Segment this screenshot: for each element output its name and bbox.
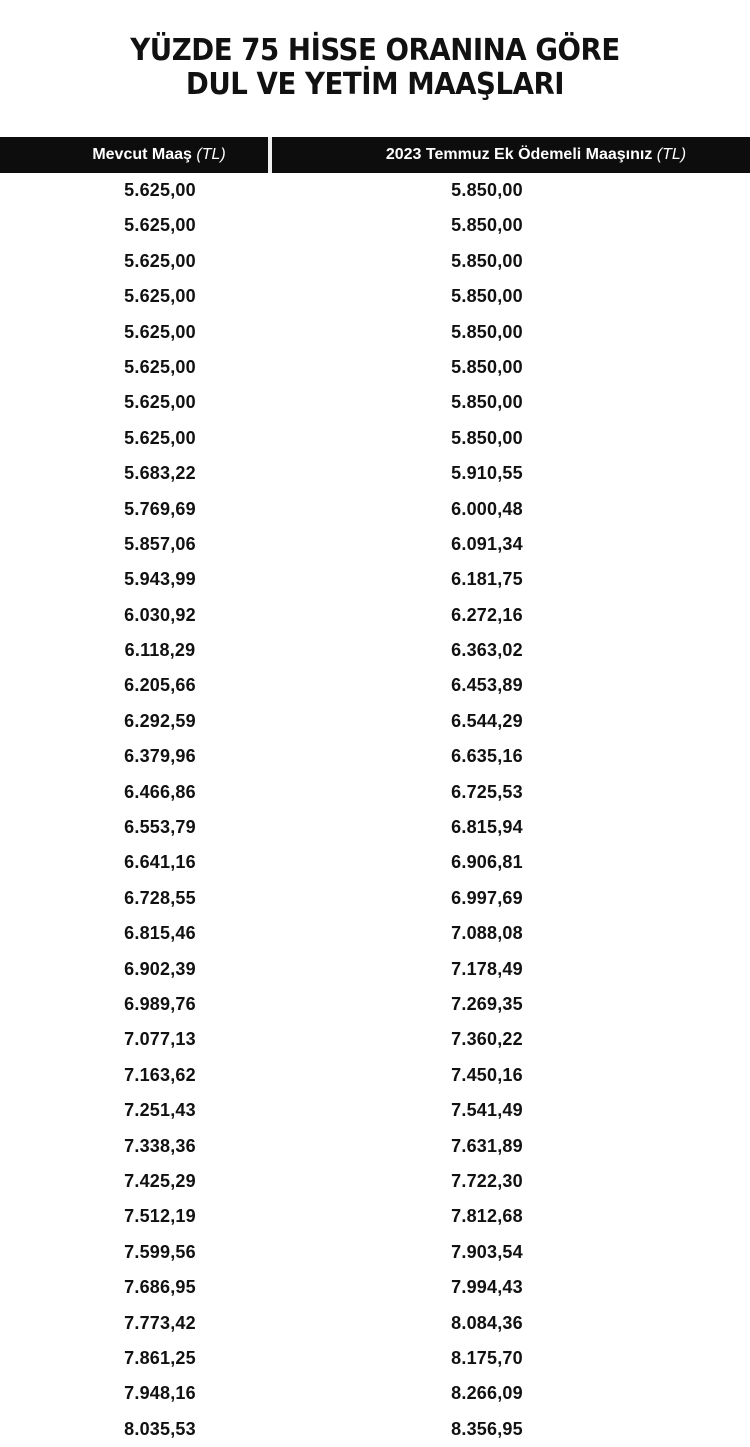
table-row — [0, 421, 750, 456]
current-salary-cell: 7.773,42 — [124, 1312, 196, 1333]
current-salary-cell: 7.338,36 — [124, 1135, 196, 1156]
table-row — [0, 739, 750, 774]
current-salary-cell: 7.425,29 — [124, 1170, 196, 1191]
current-salary-cell: 6.815,46 — [124, 923, 196, 944]
table-row — [0, 173, 750, 208]
new-salary-cell: 8.356,95 — [451, 1418, 523, 1439]
current-salary-cell: 7.077,13 — [124, 1029, 196, 1050]
table-row — [0, 1058, 750, 1093]
new-salary-cell: 5.850,00 — [451, 321, 523, 342]
current-salary-cell: 5.625,00 — [124, 427, 196, 448]
table-row — [0, 208, 750, 243]
table-row — [0, 598, 750, 633]
new-salary-cell: 7.360,22 — [451, 1029, 523, 1050]
header-current-salary-label: Mevcut Maaş — [92, 146, 192, 163]
table-row — [0, 1022, 750, 1057]
new-salary-cell: 6.725,53 — [451, 781, 523, 802]
new-salary-cell: 7.450,16 — [451, 1064, 523, 1085]
table-row — [0, 1199, 750, 1234]
new-salary-cell: 6.091,34 — [451, 533, 523, 554]
current-salary-cell: 8.035,53 — [124, 1418, 196, 1439]
current-salary-cell: 5.625,00 — [124, 180, 196, 200]
header-new-salary — [322, 137, 750, 173]
new-salary-cell: 5.850,00 — [451, 392, 523, 413]
table-row — [0, 881, 750, 916]
new-salary-cell: 6.906,81 — [451, 852, 523, 873]
new-salary-cell: 6.181,75 — [451, 569, 523, 590]
new-salary-cell: 8.266,09 — [451, 1383, 523, 1404]
current-salary-cell: 6.205,66 — [124, 675, 196, 696]
table-row — [0, 492, 750, 527]
current-salary-cell: 6.030,92 — [124, 604, 196, 625]
table-row — [0, 987, 750, 1022]
table-row — [0, 1306, 750, 1341]
new-salary-cell: 6.000,48 — [451, 498, 523, 519]
table-row — [0, 1093, 750, 1128]
new-salary-cell: 8.175,70 — [451, 1347, 523, 1368]
table-row — [0, 1270, 750, 1305]
new-salary-cell: 5.850,00 — [451, 180, 523, 200]
table-row — [0, 668, 750, 703]
current-salary-cell: 5.683,22 — [124, 463, 196, 484]
current-salary-cell: 5.857,06 — [124, 533, 196, 554]
current-salary-cell: 5.625,00 — [124, 215, 196, 236]
current-salary-cell: 5.625,00 — [124, 250, 196, 271]
current-salary-cell: 7.861,25 — [124, 1347, 196, 1368]
current-salary-cell: 6.118,29 — [124, 640, 196, 661]
current-salary-cell: 7.686,95 — [124, 1277, 196, 1298]
new-salary-cell: 7.178,49 — [451, 958, 523, 979]
new-salary-cell: 5.910,55 — [451, 463, 523, 484]
header-new-salary-label: 2023 Temmuz Ek Ödemeli Maaşınız — [385, 146, 653, 163]
current-salary-cell: 7.251,43 — [124, 1100, 196, 1121]
header-current-salary-unit: (TL) — [196, 146, 226, 163]
table-row — [0, 1235, 750, 1270]
new-salary-cell: 5.850,00 — [451, 427, 523, 448]
current-salary-cell: 7.512,19 — [124, 1206, 196, 1227]
current-salary-cell: 5.625,00 — [124, 321, 196, 342]
table-row — [0, 1164, 750, 1199]
table-row — [0, 916, 750, 951]
current-salary-cell: 6.379,96 — [124, 746, 196, 767]
title-line-2: DUL VE YETİM MAAŞLARI — [185, 67, 565, 102]
current-salary-cell: 7.599,56 — [124, 1241, 196, 1262]
table-row — [0, 527, 750, 562]
new-salary-cell: 7.541,49 — [451, 1100, 523, 1121]
page-title — [30, 34, 720, 102]
new-salary-cell: 7.722,30 — [451, 1170, 523, 1191]
table-row — [0, 279, 750, 314]
current-salary-cell: 7.948,16 — [124, 1383, 196, 1404]
new-salary-cell: 7.088,08 — [451, 923, 523, 944]
table-row — [0, 385, 750, 420]
current-salary-cell: 5.625,00 — [124, 356, 196, 377]
new-salary-cell: 6.272,16 — [451, 604, 523, 625]
new-salary-cell: 5.850,00 — [451, 215, 523, 236]
current-salary-cell: 6.728,55 — [124, 887, 196, 908]
header-new-salary-unit: (TL) — [656, 146, 687, 163]
header-divider — [268, 137, 272, 173]
table-row — [0, 775, 750, 810]
title-line-1: YÜZDE 75 HİSSE ORANINA GÖRE — [130, 33, 620, 68]
table-row — [0, 315, 750, 350]
table-row — [0, 704, 750, 739]
new-salary-cell: 7.812,68 — [451, 1206, 523, 1227]
new-salary-cell: 6.635,16 — [451, 746, 523, 767]
new-salary-cell: 7.631,89 — [451, 1135, 523, 1156]
current-salary-cell: 7.163,62 — [124, 1064, 196, 1085]
table-row — [0, 845, 750, 880]
table-row — [0, 1129, 750, 1164]
current-salary-cell: 6.641,16 — [124, 852, 196, 873]
table-row — [0, 633, 750, 668]
current-salary-cell: 5.625,00 — [124, 286, 196, 307]
table-row — [0, 1341, 750, 1376]
table-row — [0, 1412, 750, 1447]
current-salary-cell: 6.466,86 — [124, 781, 196, 802]
new-salary-cell: 5.850,00 — [451, 250, 523, 271]
current-salary-cell: 5.943,99 — [124, 569, 196, 590]
new-salary-cell: 7.903,54 — [451, 1241, 523, 1262]
new-salary-cell: 6.997,69 — [451, 887, 523, 908]
table-row — [0, 456, 750, 491]
new-salary-cell: 8.084,36 — [451, 1312, 523, 1333]
current-salary-cell: 5.769,69 — [124, 498, 196, 519]
new-salary-cell: 6.544,29 — [451, 710, 523, 731]
table-header — [0, 137, 750, 173]
table-row — [0, 244, 750, 279]
current-salary-cell: 5.625,00 — [124, 392, 196, 413]
new-salary-cell: 5.850,00 — [451, 286, 523, 307]
table-row — [0, 810, 750, 845]
new-salary-cell: 7.269,35 — [451, 993, 523, 1014]
table-row — [0, 952, 750, 987]
new-salary-cell: 6.815,94 — [451, 817, 523, 838]
current-salary-cell: 6.902,39 — [124, 958, 196, 979]
table-row — [0, 562, 750, 597]
table-body — [0, 173, 750, 1447]
new-salary-cell: 5.850,00 — [451, 356, 523, 377]
current-salary-cell: 6.989,76 — [124, 993, 196, 1014]
new-salary-cell: 6.363,02 — [451, 640, 523, 661]
new-salary-cell: 7.994,43 — [451, 1277, 523, 1298]
current-salary-cell: 6.553,79 — [124, 817, 196, 838]
table-row — [0, 1376, 750, 1411]
current-salary-cell: 6.292,59 — [124, 710, 196, 731]
new-salary-cell: 6.453,89 — [451, 675, 523, 696]
table-row — [0, 350, 750, 385]
